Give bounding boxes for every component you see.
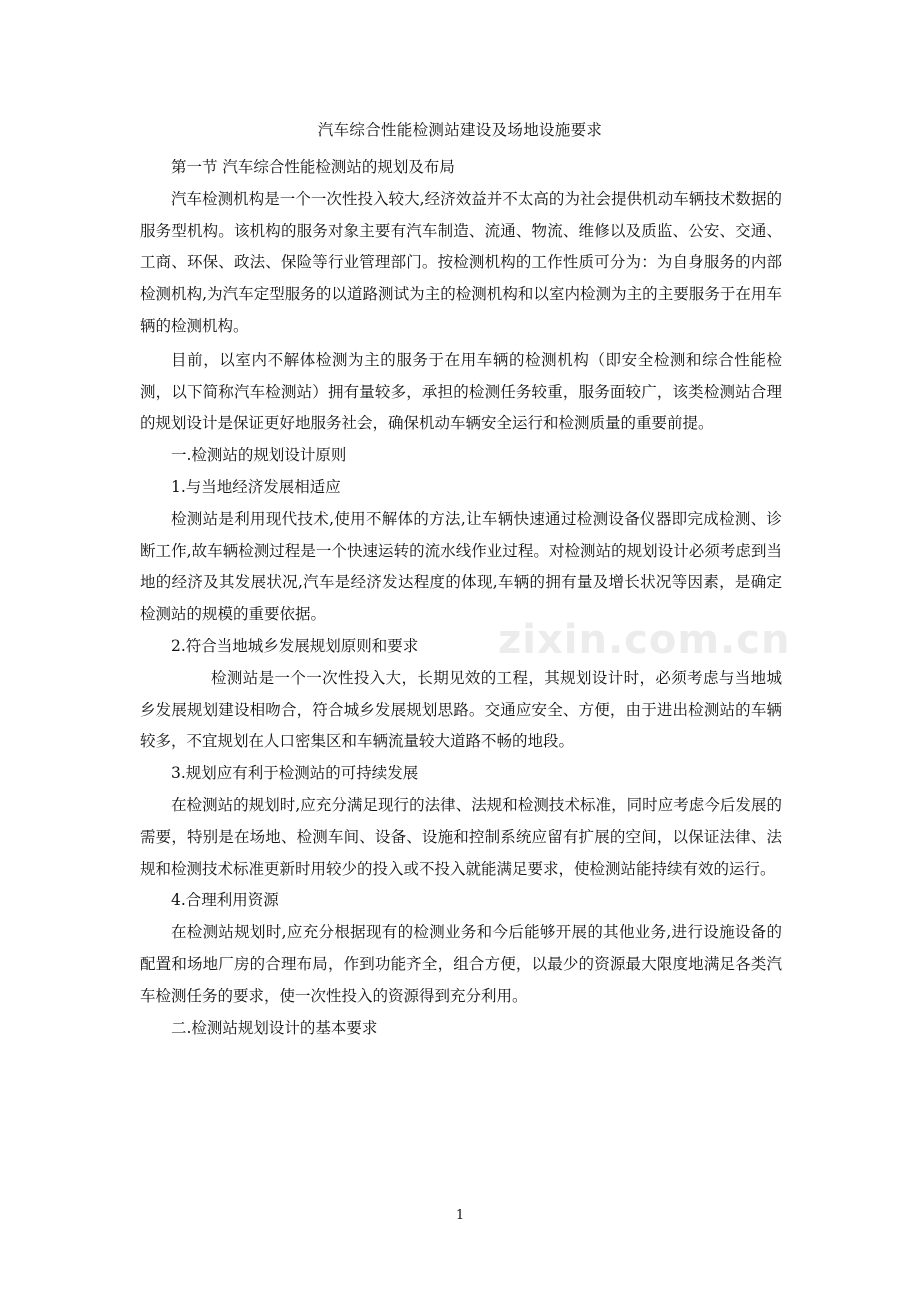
- principle-4-heading: 4.合理利用资源: [171, 891, 279, 910]
- principle-1-heading: 1.与当地经济发展相适应: [171, 477, 341, 496]
- principle-4-text: 在检测站规划时,应充分根据现有的检测业务和今后能够开展的其他业务,进行设施设备的配置和场地厂房的合理布局，作到功能齐全，组合方便，以最少的资源最大限度地满足各类汽车检测任务的要求，使一次性投入的资源得到充分利用。: [140, 923, 782, 1005]
- part-two-heading: 二.检测站规划设计的基本要求: [171, 1018, 378, 1037]
- principle-3-text: 在检测站的规划时,应充分满足现行的法律、法规和检测技术标准，同时应考虑今后发展的需要，特别是在场地、检测车间、设备、设施和控制系统应留有扩展的空间，以保证法律、法规和检测技术标准更新时用较少的投入或不投入就能满足要求，使检测站能持续有效的运行。: [140, 795, 782, 878]
- part-one-heading: 一.检测站的规划设计原则: [171, 446, 347, 465]
- watermark: zixin.com.cn: [498, 617, 791, 663]
- section-heading: 第一节 汽车综合性能检测站的规划及布局: [171, 158, 455, 176]
- document-title: 汽车综合性能检测站建设及场地设施要求: [317, 121, 603, 139]
- page-number: 1: [455, 1208, 465, 1223]
- document-body: [140, 152, 782, 1044]
- intro-paragraph-1: 汽车检测机构是一个一次性投入较大,经济效益并不太高的为社会提供机动车辆技术数据的服务型机构。该机构的服务对象主要有汽车制造、流通、物流、维修以及质监、公安、交通、工商、环保、政法、保险等行业管理部门。按检测机构的工作性质可分为：为自身服务的内部检测机构,为汽车定型服务的以道路测试为主的检测机构和以室内检测为主的主要服务于在用车辆的检测机构。: [140, 189, 782, 335]
- intro-paragraph-2: 目前，以室内不解体检测为主的服务于在用车辆的检测机构（即安全检测和综合性能检测，以下简称汽车检测站）拥有量较多，承担的检测任务较重，服务面较广，该类检测站合理的规划设计是保证更好地服务社会，确保机动车辆安全运行和检测质量的重要前提。: [140, 350, 782, 433]
- principle-2-text: 检测站是一个一次性投入大，长期见效的工程，其规划设计时，必须考虑与当地城乡发展规划建设相吻合，符合城乡发展规划思路。交通应安全、方便，由于进出检测站的车辆较多，不宜规划在人口密集区和车辆流量较大道路不畅的地段。: [140, 668, 782, 751]
- principle-2-heading: 2.符合当地城乡发展规划原则和要求: [171, 636, 419, 655]
- principle-1-text: 检测站是利用现代技术,使用不解体的方法,让车辆快速通过检测设备仪器即完成检测、诊断工作,故车辆检测过程是一个快速运转的流水线作业过程。对检测站的规划设计必须考虑到当地的经济及其发展状况,汽车是经济发达程度的体现,车辆的拥有量及增长状况等因素，是确定检测站的规模的重要依据。: [140, 509, 782, 624]
- principle-3-heading: 3.规划应有利于检测站的可持续发展: [171, 764, 419, 783]
